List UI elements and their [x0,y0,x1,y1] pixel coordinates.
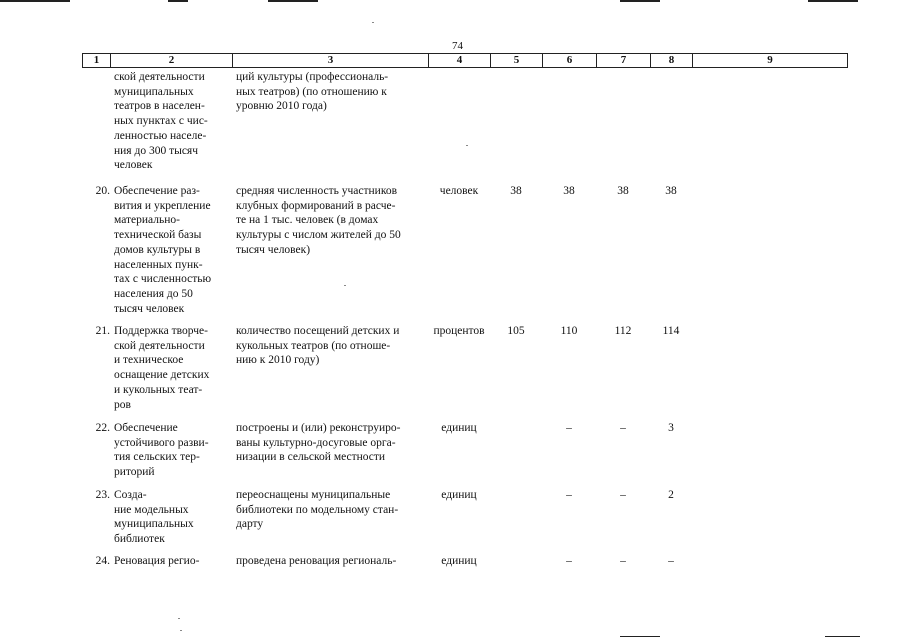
column-header-6: 6 [543,54,597,68]
row-value-col7: 112 [614,325,632,337]
row-unit: единиц [441,489,477,501]
row-value-col6: 38 [563,185,575,197]
row-unit: человек [439,185,479,197]
row-indicator: средняя численность участников клубных формирований в расче- те на 1 тыс. человек (в домах культуры с числом жителей до 50 тысяч человек) [236,185,401,256]
column-header-4: 4 [429,54,491,68]
column-header-2: 2 [111,54,233,68]
column-header-row [82,53,848,68]
row-value-col8: 2 [668,489,674,501]
row-number: 22. [95,422,110,434]
row-indicator: построены и (или) реконструиро- ваны культурно-досуговые орга- низации в сельской местности [236,422,401,464]
scan-artifact-line [808,0,858,2]
scan-artifact-line [168,0,188,2]
row-indicator: переоснащены муниципальные библиотеки по модельному стан- дарту [236,489,399,531]
row-event: Обеспечение устойчивого разви- тия сельских тер- риторий [114,422,209,479]
scan-artifact-line [825,636,860,637]
row-indicator: ций культуры (профессиональ- ных театров) (по отношению к уровню 2010 года) [236,71,389,113]
row-value-col8: 3 [668,422,674,434]
scan-speck [180,630,182,631]
page-number: 74 [452,40,463,52]
row-unit: единиц [441,422,477,434]
column-header-9: 9 [693,54,848,68]
row-number: 21. [95,325,110,337]
row-value-col6: – [566,489,572,501]
row-value-col6: 110 [560,325,578,337]
row-value-col6: – [566,555,572,567]
row-indicator: количество посещений детских и кукольных театров (по отноше- нию к 2010 году) [236,325,400,367]
row-value-col7: – [620,489,626,501]
column-header-5: 5 [491,54,543,68]
row-event: Поддержка творче- ской деятельности и техническое оснащение детских и кукольных теат- ров [114,325,210,411]
scan-speck [344,285,346,286]
row-event: Созда- ние модельных муниципальных библиотек [114,489,194,546]
scan-artifact-line [620,0,660,2]
scan-speck [372,22,374,23]
row-value-col6: – [566,422,572,434]
row-value-col7: – [620,555,626,567]
row-value-col5: 38 [510,185,522,197]
row-event: Реновация регио- [114,555,200,567]
row-value-col7: 38 [617,185,629,197]
scan-speck [178,618,180,619]
row-indicator: проведена реновация региональ- [236,555,397,567]
scan-artifact-line [268,0,318,2]
row-unit: единиц [441,555,477,567]
row-number: 23. [95,489,110,501]
column-header-7: 7 [597,54,651,68]
row-unit: процентов [433,325,485,337]
column-header-3: 3 [233,54,429,68]
column-header-1: 1 [83,54,111,68]
row-value-col7: – [620,422,626,434]
row-event: Обеспечение раз- вития и укрепление материально- технической базы домов культуры в населенных пунк- тах с численностью населения до 50 тысяч человек [114,185,212,315]
row-value-col8: 38 [665,185,677,197]
column-header-8: 8 [651,54,693,68]
scan-speck [466,145,468,146]
row-value-col5: 105 [507,325,525,337]
scan-artifact-line [0,0,70,2]
row-event: ской деятельности муниципальных театров в населен- ных пунктах с чис- ленностью населе- ния до 300 тысяч человек [114,71,208,172]
row-value-col8: – [668,555,674,567]
row-value-col8: 114 [662,325,680,337]
row-number: 20. [95,185,110,197]
row-number: 24. [95,555,110,567]
scan-artifact-line [620,636,660,637]
